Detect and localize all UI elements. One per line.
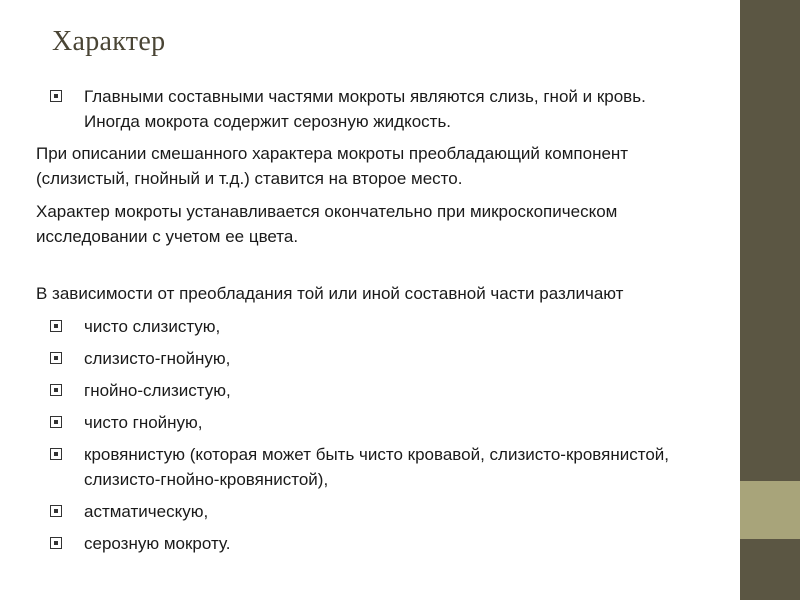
list-item-text: кровянистую (которая может быть чисто кровавой, слизисто-кровянистой, слизисто-гнойно-кровянистой), (84, 445, 669, 489)
paragraph: При описании смешанного характера мокроты преобладающий компонент (слизистый, гнойный и т.д.) ставится на второе место. (36, 144, 629, 188)
paragraph: Характер мокроты устанавливается окончательно при микроскопическом исследовании с учетом ее цвета. (36, 202, 618, 246)
list-intro: В зависимости от преобладания той или иной составной части различают (36, 284, 624, 303)
square-bullet-icon (50, 448, 62, 460)
list-item-text: серозную мокроту. (84, 534, 231, 553)
list-item-text: чисто слизистую, (84, 317, 221, 336)
slide-content (36, 84, 696, 563)
list-item (36, 531, 696, 556)
list-item-text: гнойно-слизистую, (84, 381, 231, 400)
spacer (36, 257, 696, 281)
sidebar-accent-block (740, 481, 800, 539)
square-bullet-icon (50, 537, 62, 549)
square-bullet-icon (50, 352, 62, 364)
square-bullet-icon (50, 384, 62, 396)
list-item (36, 442, 696, 492)
slide-title: Характер (52, 26, 166, 57)
square-bullet-icon (50, 505, 62, 517)
list-item (36, 499, 696, 524)
list-item (36, 314, 696, 339)
square-bullet-icon (50, 90, 62, 102)
list-item-text: астматическую, (84, 502, 209, 521)
list-item (36, 410, 696, 435)
intro-bullet-text: Главными составными частями мокроты являются слизь, гной и кровь. Иногда мокрота содержит серозную жидкость. (84, 87, 646, 131)
list-item-text: слизисто-гнойную, (84, 349, 231, 368)
intro-bullet-item (36, 84, 696, 134)
square-bullet-icon (50, 320, 62, 332)
list-item (36, 378, 696, 403)
square-bullet-icon (50, 416, 62, 428)
list-item (36, 346, 696, 371)
list-item-text: чисто гнойную, (84, 413, 203, 432)
types-list (36, 314, 696, 556)
